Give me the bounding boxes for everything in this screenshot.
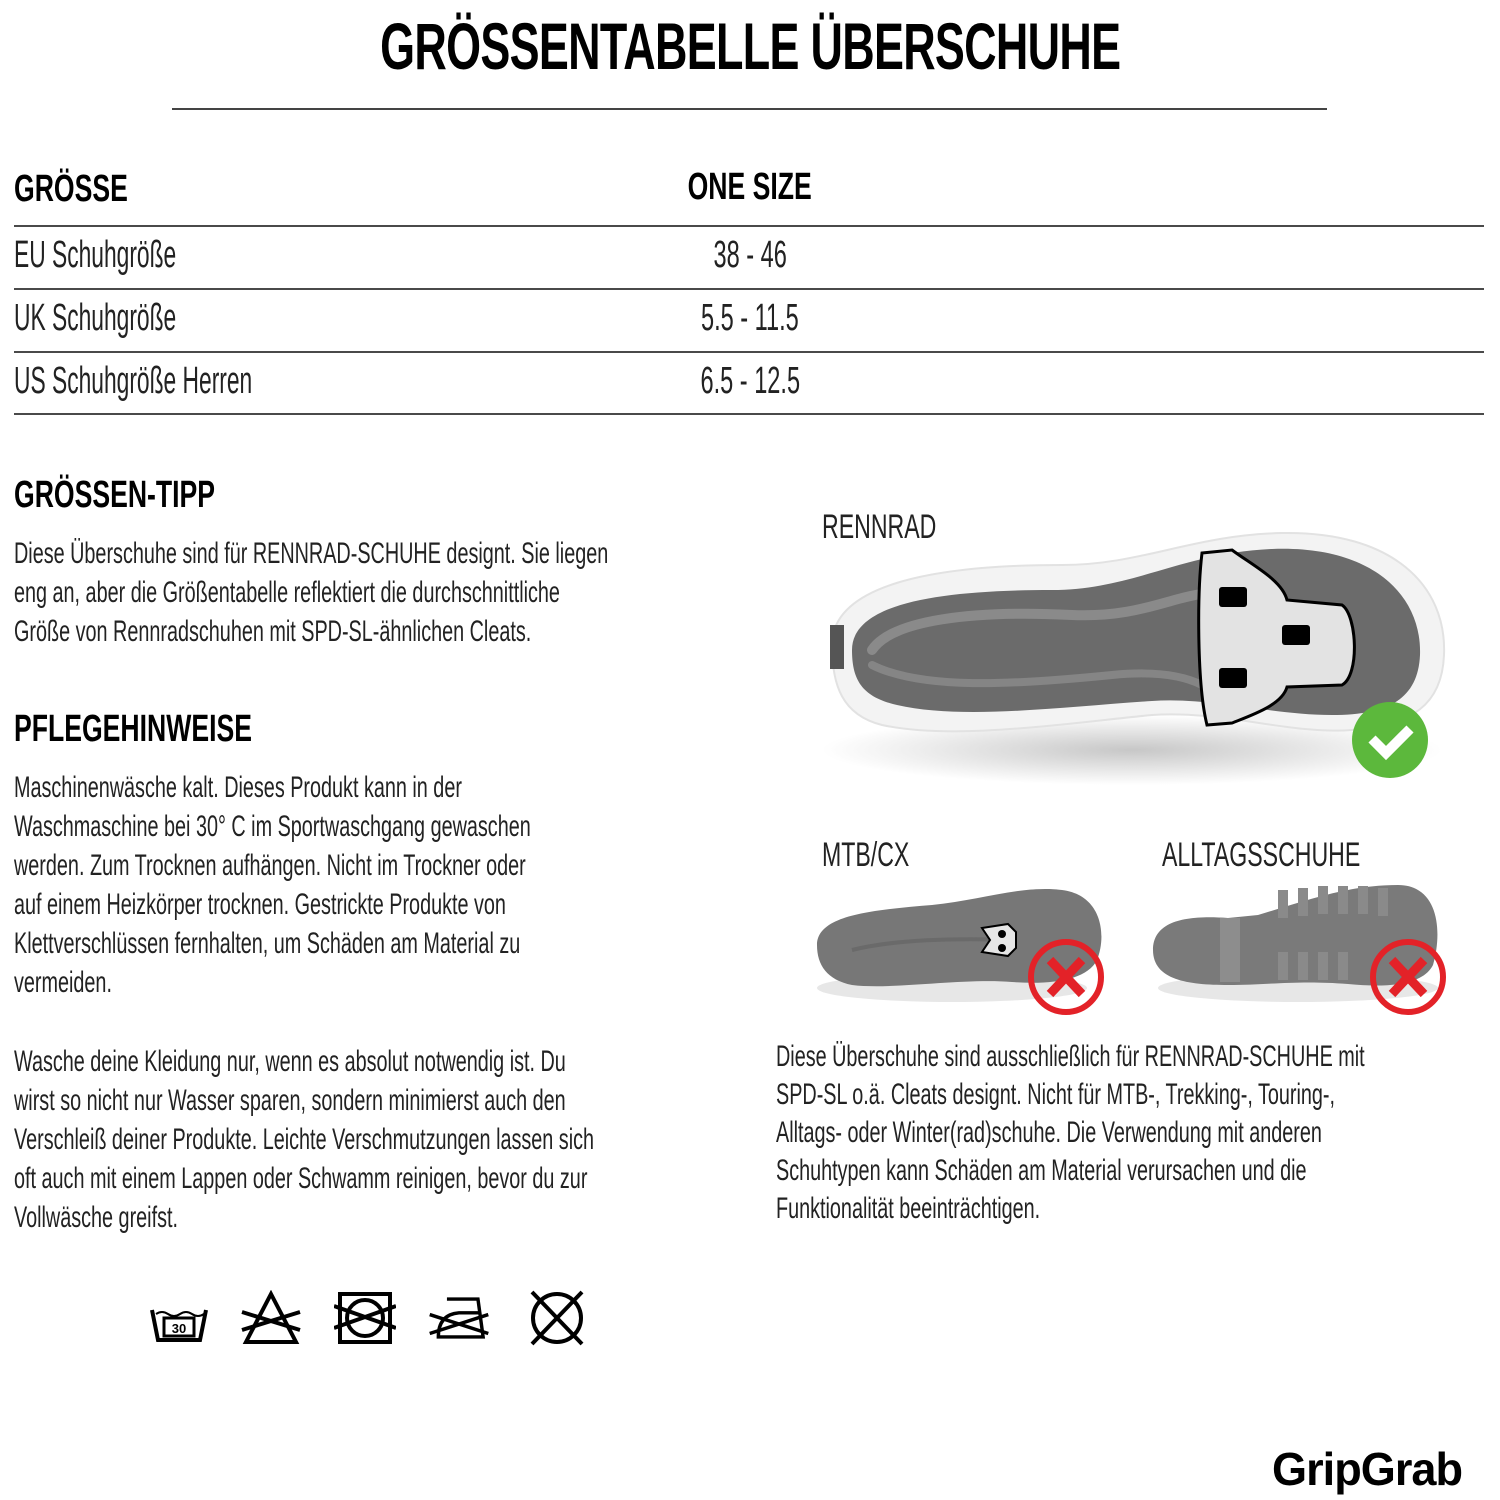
text-line: Wasche deine Kleidung nur, wenn es absolut notwendig ist. Du bbox=[14, 1045, 566, 1078]
text-line: Schuhtypen kann Schäden am Material verursachen und die bbox=[776, 1154, 1307, 1187]
text-line: Funktionalität beeinträchtigen. bbox=[776, 1192, 1041, 1225]
mtb-shoe-illustration bbox=[812, 880, 1112, 1015]
care-paragraph-1 bbox=[14, 768, 531, 1002]
shoe-compatibility-note bbox=[776, 1038, 1365, 1228]
row-value-cell bbox=[600, 297, 900, 340]
page-title-container bbox=[0, 8, 1500, 84]
size-tip-text bbox=[14, 534, 608, 651]
wash-30-icon bbox=[148, 1290, 210, 1346]
no-iron-icon bbox=[428, 1290, 490, 1346]
size-tip-heading: GRÖSSEN-TIPP bbox=[14, 474, 216, 516]
table-divider bbox=[14, 225, 1484, 227]
care-heading: PFLEGEHINWEISE bbox=[14, 708, 252, 750]
table-header-size: GRÖSSE bbox=[14, 168, 128, 210]
row-label: UK Schuhgröße bbox=[14, 297, 177, 339]
casual-shoe-illustration bbox=[1148, 880, 1458, 1015]
text-line: Maschinenwäsche kalt. Dieses Produkt kann in der bbox=[14, 771, 462, 804]
casual-shoe-label: ALLTAGSSCHUHE bbox=[1162, 836, 1361, 874]
page-title: GRÖSSENTABELLE ÜBERSCHUHE bbox=[379, 9, 1121, 83]
row-label: EU Schuhgröße bbox=[14, 234, 177, 276]
row-value-cell bbox=[600, 360, 900, 403]
text-line: SPD-SL o.ä. Cleats designt. Nicht für MTB-, Trekking-, Touring-, bbox=[776, 1078, 1336, 1111]
text-line: Diese Überschuhe sind ausschließlich für RENNRAD-SCHUHE mit bbox=[776, 1040, 1365, 1073]
mtb-shoe-label: MTB/CX bbox=[822, 836, 910, 874]
text-line: werden. Zum Trocknen aufhängen. Nicht im Trockner oder bbox=[14, 849, 526, 882]
text-line: Klettverschlüssen fernhalten, um Schäden am Material zu bbox=[14, 927, 521, 960]
check-badge bbox=[1352, 702, 1428, 778]
table-header-one-size-cell bbox=[600, 166, 900, 209]
text-line: Waschmaschine bei 30° C im Sportwaschgang gewaschen bbox=[14, 810, 531, 843]
text-line: eng an, aber die Größentabelle reflektiert die durchschnittliche bbox=[14, 576, 560, 609]
text-line: Verschleiß deiner Produkte. Leichte Verschmutzungen lassen sich bbox=[14, 1123, 595, 1156]
text-line: oft auch mit einem Lappen oder Schwamm reinigen, bevor du zur bbox=[14, 1162, 588, 1195]
care-paragraph-2 bbox=[14, 1042, 594, 1237]
no-tumble-dry-icon bbox=[334, 1290, 396, 1346]
row-label: US Schuhgröße Herren bbox=[14, 360, 253, 402]
title-divider bbox=[172, 108, 1327, 110]
gripgrab-logo: GripGrab bbox=[1272, 1443, 1463, 1495]
row-value-cell bbox=[600, 234, 900, 277]
svg-text:30: 30 bbox=[171, 1321, 187, 1336]
table-divider bbox=[14, 288, 1484, 290]
road-shoe-label: RENNRAD bbox=[822, 508, 937, 546]
no-dry-clean-icon bbox=[526, 1290, 588, 1346]
text-line: Alltags- oder Winter(rad)schuhe. Die Verwendung mit anderen bbox=[776, 1116, 1322, 1149]
text-line: wirst so nicht nur Wasser sparen, sondern minimierst auch den bbox=[14, 1084, 566, 1117]
row-value: 6.5 - 12.5 bbox=[700, 360, 800, 402]
row-value: 38 - 46 bbox=[713, 234, 787, 276]
text-line: Vollwäsche greifst. bbox=[14, 1201, 178, 1234]
no-bleach-icon bbox=[240, 1290, 302, 1346]
text-line: Diese Überschuhe sind für RENNRAD-SCHUHE designt. Sie liegen bbox=[14, 537, 609, 570]
road-shoe-illustration bbox=[812, 525, 1462, 795]
text-line: Größe von Rennradschuhen mit SPD-SL-ähnlichen Cleats. bbox=[14, 615, 532, 648]
text-line: auf einem Heizkörper trocknen. Gestrickte Produkte von bbox=[14, 888, 506, 921]
text-line: vermeiden. bbox=[14, 966, 112, 999]
table-divider bbox=[14, 413, 1484, 415]
row-value: 5.5 - 11.5 bbox=[701, 297, 799, 339]
table-divider bbox=[14, 351, 1484, 353]
table-header-one-size: ONE SIZE bbox=[687, 166, 813, 208]
